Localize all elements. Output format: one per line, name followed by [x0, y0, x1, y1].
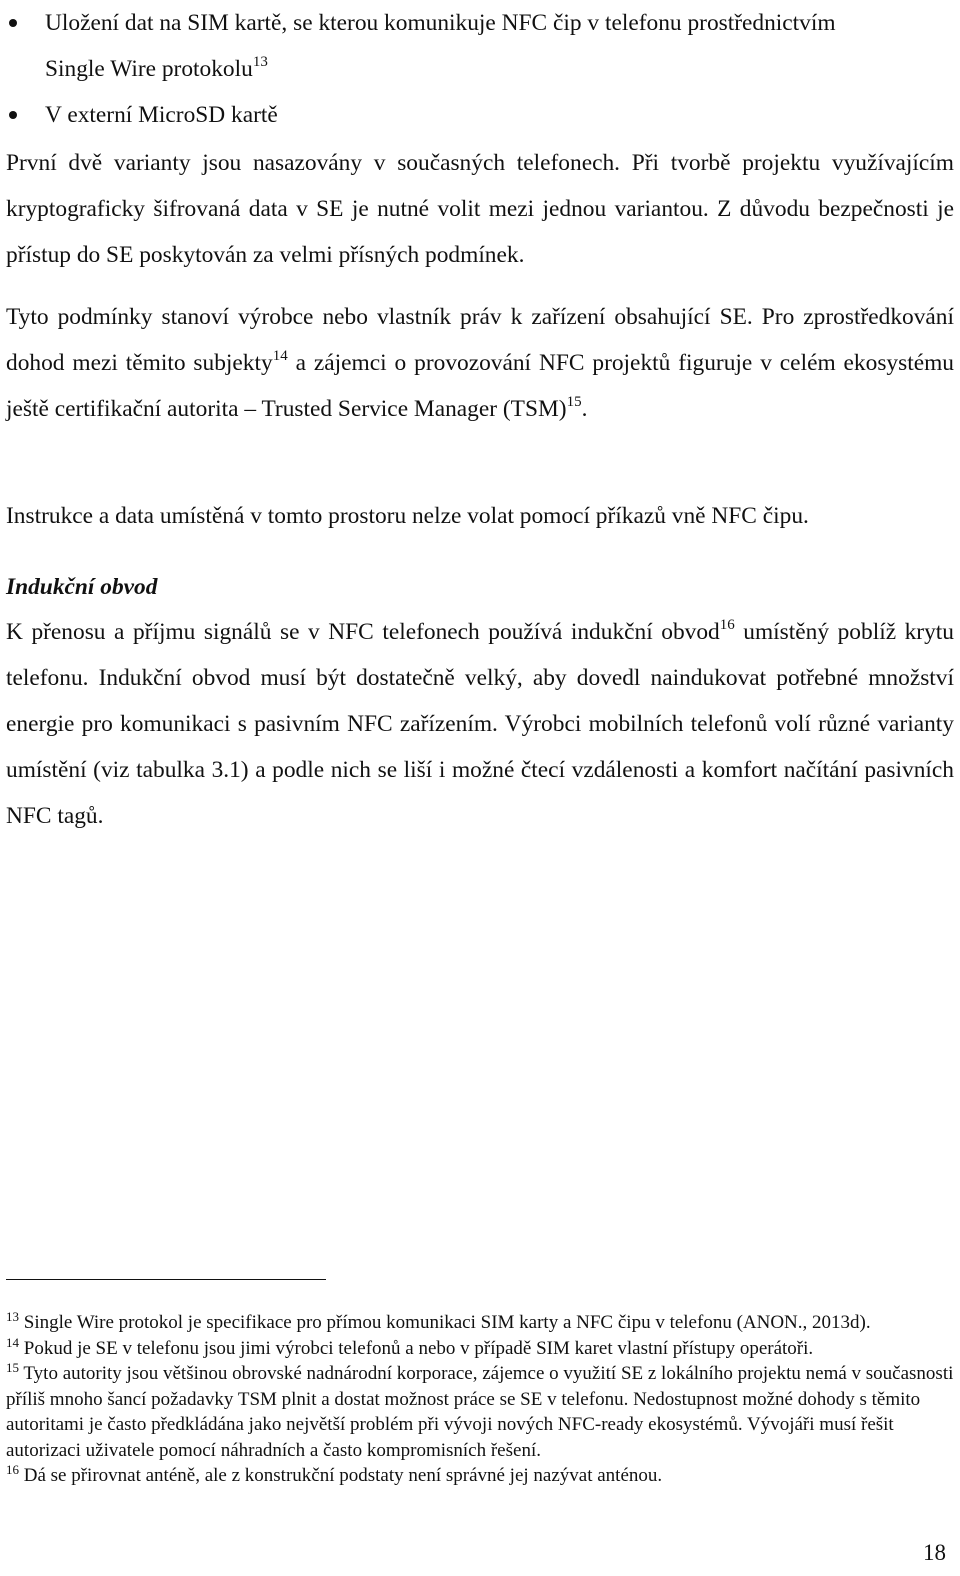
bullet-line: Single Wire protokolu$^{13}$: [45, 54, 268, 82]
footnotes: [6, 1310, 954, 1489]
paragraph: První dvě varianty jsou nasazovány v současných telefonech. Při tvorbě projektu využívajícím kryptograficky šifrovaná data v SE je nutné volit mezi jednou variantou. Z důvodu bezpečnosti je přístup do SE poskytován za velmi přísných podmínek.: [6, 150, 954, 268]
section-heading: Indukční obvod: [6, 574, 158, 600]
footnote-ref: 14: [272, 348, 288, 364]
page-number: 18: [923, 1540, 946, 1565]
list-item: [6, 0, 954, 92]
footnote-ref: 15: [566, 394, 582, 410]
paragraph: Instrukce a data umístěná v tomto prostoru nelze volat pomocí příkazů vně NFC čipu.: [6, 503, 809, 529]
bullet-list: [6, 0, 954, 138]
footnote: $^{16}$ Dá se přirovnat anténě, ale z konstrukční podstaty není správné jej nazývat anténou.: [6, 1462, 663, 1486]
paragraph: K přenosu a příjmu signálů se v NFC telefonech používá indukční obvod$^{16}$ umístěný poblíž krytu telefonu. Indukční obvod musí být dostatečně velký, aby dovedl naindukovat potřebné množství energie pro komunikaci s pasivním NFC zařízením. Výrobci mobilních telefonů volí různé varianty umístění (viz tabulka 3.1) a podle nich se liší i možné čtecí vzdálenosti a komfort načítání pasivních NFC tagů.: [6, 617, 954, 829]
footnote-number: 15: [6, 1360, 19, 1375]
paragraph: Tyto podmínky stanoví výrobce nebo vlastník práv k zařízení obsahující SE. Pro zprostředkování dohod mezi těmito subjekty$^{14}$ a zájemci o provozování NFC projektů figuruje v celém ekosystému ještě certifikační autorita – Trusted Service Manager (TSM)$^{15}$.: [6, 304, 954, 422]
bullet-dot-icon: [9, 19, 17, 27]
footnote-number: 16: [6, 1462, 19, 1477]
footnote-ref: 13: [252, 54, 268, 70]
list-item: [6, 92, 954, 138]
bullet-dot-icon: [9, 111, 17, 119]
footnote-ref: 16: [719, 617, 735, 633]
footnote-number: 13: [6, 1309, 19, 1324]
footnote: $^{15}$ Tyto autority jsou většinou obrovské nadnárodní korporace, zájemce o využití SE z lokálního projektu nemá v současnosti příliš mnoho šancí požadavky TSM plnit a dostat možnost práce se SE v telefonu. Nedostupnost možné dohody s těmito autoritami je často předkládána jako největší problém při vývoji nových NFC-ready ekosystémů. Vývojáři musí řešit autorizaci uživatele pomocí náhradních a často kompromisních řešení.: [6, 1360, 954, 1461]
footnote-number: 14: [6, 1334, 19, 1350]
bullet-line: V externí MicroSD kartě: [45, 102, 278, 128]
bullet-line: Uložení dat na SIM kartě, se kterou komunikuje NFC čip v telefonu prostřednictvím: [45, 10, 836, 36]
footnote-separator: [6, 1279, 326, 1280]
footnote: $^{13}$ Single Wire protokol je specifikace pro přímou komunikaci SIM karty a NFC čipu v telefonu (ANON., 2013d).: [6, 1309, 871, 1333]
footnote: $^{14}$ Pokud je SE v telefonu jsou jimi výrobci telefonů a nebo v případě SIM karet vlastní přístupy operátoři.: [6, 1334, 814, 1359]
